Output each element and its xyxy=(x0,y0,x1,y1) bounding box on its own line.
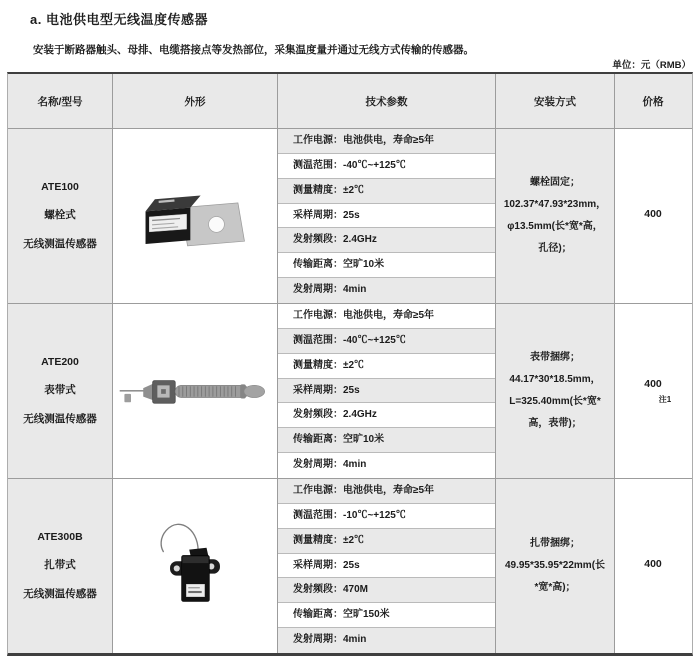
param-sampling: 采样周期：25s xyxy=(278,379,495,404)
param-distance: 传输距离：空旷150米 xyxy=(278,603,495,628)
header-price: 价格 xyxy=(642,95,664,108)
param-tx-period: 发射周期：4min xyxy=(278,278,495,303)
param-power: 工作电源：电池供电，寿命≥5年 xyxy=(278,304,495,329)
bolt-mount-sensor-photo xyxy=(125,174,265,258)
param-distance: 传输距离：空旷10米 xyxy=(278,428,495,453)
param-frequency: 发射频段：2.4GHz xyxy=(278,403,495,428)
header-install-method: 安装方式 xyxy=(496,74,615,128)
table-row xyxy=(8,479,692,653)
install-method-cell xyxy=(496,129,615,303)
install-line: 44.17*30*18.5mm， xyxy=(509,374,601,385)
table-row xyxy=(8,129,692,304)
mount-style: 螺栓式 xyxy=(44,209,76,221)
param-tx-period: 发射周期：4min xyxy=(278,628,495,653)
table-row xyxy=(8,304,692,479)
param-power: 工作电源：电池供电，寿命≥5年 xyxy=(278,479,495,504)
param-accuracy: 测量精度：±2℃ xyxy=(278,354,495,379)
param-power: 工作电源：电池供电，寿命≥5年 xyxy=(278,129,495,154)
name-model-cell xyxy=(8,479,113,653)
product-category: 无线测温传感器 xyxy=(23,413,97,425)
install-line: 螺栓固定； xyxy=(530,177,580,188)
model-number: ATE100 xyxy=(41,181,79,193)
price-cell xyxy=(615,129,691,303)
name-model-cell xyxy=(8,304,113,478)
product-category: 无线测温传感器 xyxy=(23,238,97,250)
param-distance: 传输距离：空旷10米 xyxy=(278,253,495,278)
install-method-cell xyxy=(496,479,615,653)
param-accuracy: 测量精度：±2℃ xyxy=(278,529,495,554)
price-value: 400 xyxy=(644,558,662,570)
tech-params-cell xyxy=(278,129,496,303)
product-category: 无线测温传感器 xyxy=(23,588,97,600)
param-frequency: 发射频段：470M xyxy=(278,578,495,603)
cable-tie-sensor-photo xyxy=(147,506,243,626)
mount-style: 扎带式 xyxy=(44,559,76,571)
param-temp-range: 测温范围：-40℃~+125℃ xyxy=(278,154,495,179)
param-temp-range: 测温范围：-10℃~+125℃ xyxy=(278,504,495,529)
name-model-cell xyxy=(8,129,113,303)
mount-style: 表带式 xyxy=(44,384,76,396)
install-line: 表带捆绑； xyxy=(530,352,580,363)
tech-params-cell xyxy=(278,479,496,653)
install-line: 孔径)； xyxy=(538,243,572,254)
price-value: 400 xyxy=(644,377,662,390)
sensor-spec-table xyxy=(7,72,693,656)
table-header-row xyxy=(8,74,692,129)
param-temp-range: 测温范围：-40℃~+125℃ xyxy=(278,329,495,354)
header-name-model: 名称/型号 xyxy=(8,74,113,128)
intro-block xyxy=(33,42,693,71)
strap-mount-sensor-photo xyxy=(115,362,275,420)
header-appearance: 外形 xyxy=(113,74,278,128)
price-value: 400 xyxy=(644,208,662,220)
install-line: φ13.5mm(长*宽*高， xyxy=(507,221,603,232)
price-cell xyxy=(615,479,691,653)
install-line: *宽*高)； xyxy=(534,582,576,593)
install-line: 高，表带)； xyxy=(528,418,582,429)
model-number: ATE200 xyxy=(41,356,79,368)
install-line: 49.95*35.95*22mm(长 xyxy=(504,560,606,571)
page-title: a. 电池供电型无线温度传感器 xyxy=(30,12,208,27)
param-frequency: 发射频段：2.4GHz xyxy=(278,228,495,253)
install-line: 扎带捆绑； xyxy=(530,538,580,549)
install-method-cell xyxy=(496,304,615,478)
param-sampling: 采样周期：25s xyxy=(278,204,495,229)
product-photo-cell xyxy=(113,479,278,653)
unit-label: 单位：元（RMB） xyxy=(612,60,691,71)
param-accuracy: 测量精度：±2℃ xyxy=(278,179,495,204)
price-cell xyxy=(615,304,691,478)
product-photo-cell xyxy=(113,304,278,478)
param-tx-period: 发射周期：4min xyxy=(278,453,495,478)
model-number: ATE300B xyxy=(37,531,83,543)
product-photo-cell xyxy=(113,129,278,303)
install-line: L=325.40mm(长*宽* xyxy=(509,396,601,407)
header-tech-params: 技术参数 xyxy=(278,74,496,128)
tech-params-cell xyxy=(278,304,496,478)
description-text: 安装于断路器触头、母排、电缆搭接点等发热部位，采集温度量并通过无线方式传输的传感器。 xyxy=(33,44,474,56)
install-line: 102.37*47.93*23mm， xyxy=(503,199,607,210)
catalog-page xyxy=(0,9,699,656)
price-note: 注1 xyxy=(658,394,672,404)
param-sampling: 采样周期：25s xyxy=(278,554,495,579)
